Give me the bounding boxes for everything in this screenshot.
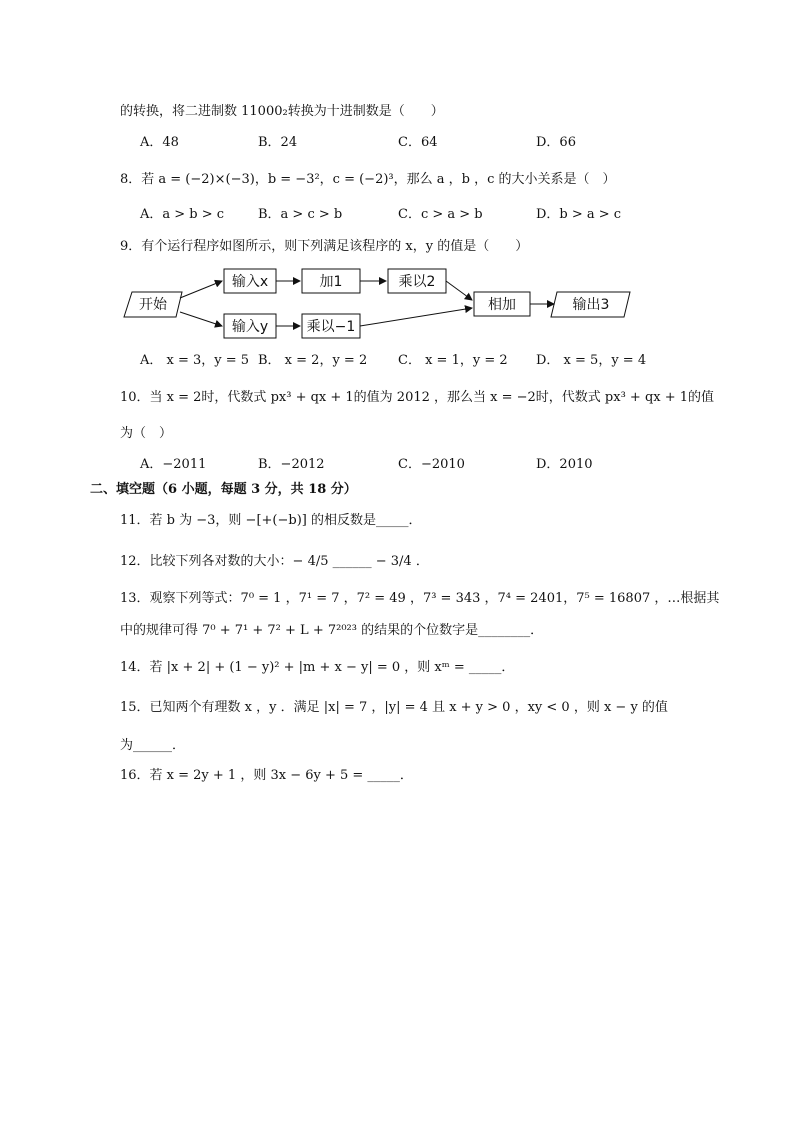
q7-options: [140, 133, 640, 153]
q8-option-c: C．c > a > b: [398, 207, 483, 222]
q10-option-b: B．−2012: [258, 457, 325, 472]
mul-neg1-label: 乘以−1: [306, 319, 356, 335]
q10-options: [140, 455, 640, 475]
arrow-start-to-input-x: [180, 281, 222, 298]
output-label: 输出3: [572, 297, 610, 313]
q8-options: [140, 205, 640, 225]
add1-label: 加1: [319, 274, 343, 290]
q15-text-line1: 15．已知两个有理数 x ，y ．满足 |x| = 7 ，|y| = 4 且 x + y > 0 ，xy < 0 ，则 x − y 的值: [120, 700, 668, 715]
q14-text: 14．若 |x + 2| + (1 − y)² + |m + x − y| = 0 ，则 xᵐ = _____．: [120, 660, 515, 675]
q16-text: 16．若 x = 2y + 1 ，则 3x − 6y + 5 = _____．: [120, 768, 413, 783]
arrow-mul-neg1-to-sum: [360, 308, 472, 326]
q10-option-c: C．−2010: [398, 457, 465, 472]
q13-text-line1: 13．观察下列等式：7⁰ = 1 ，7¹ = 7 ，7² = 49 ，7³ = 343 ，7⁴ = 2401，7⁵ = 16807 ，…根据其: [120, 591, 720, 606]
q7-option-a: A．48: [140, 135, 179, 150]
q12-text: 12．比较下列各对数的大小：− 4/5 ______ − 3/4 ．: [120, 554, 429, 569]
input-x-label: 输入x: [231, 274, 269, 290]
q7-option-c: C．64: [398, 135, 438, 150]
arrow-start-to-input-y: [180, 312, 222, 326]
start-label: 开始: [139, 297, 167, 313]
q8-option-a: A．a > b > c: [140, 207, 225, 222]
q9-option-d: D． x = 5，y = 4: [536, 353, 647, 368]
q8-option-d: D．b > a > c: [536, 207, 622, 222]
q10-option-d: D．2010: [536, 457, 593, 472]
q7-tail-text: 的转换，将二进制数 11000₂转换为十进制数是（ ）: [120, 104, 444, 119]
q11-text: 11．若 b 为 −3，则 −[+(−b)] 的相反数是_____．: [120, 513, 422, 528]
q9-option-c: C． x = 1，y = 2: [398, 353, 508, 368]
q8-text: 8．若 a = (−2)×(−3)，b = −3²，c = (−2)³，那么 a ，b ，c 的大小关系是（ ）: [120, 172, 616, 187]
arrow-mul2-to-sum: [446, 281, 472, 300]
q15-text-line2: 为______．: [120, 738, 186, 753]
mul2-label: 乘以2: [398, 274, 436, 290]
q9-option-b: B． x = 2，y = 2: [258, 353, 368, 368]
q10-text-line2: 为（ ）: [120, 426, 173, 441]
q10-text-line1: 10．当 x = 2时，代数式 px³ + qx + 1的值为 2012 ，那么当 x = −2时，代数式 px³ + qx + 1的值: [120, 390, 715, 405]
input-y-label: 输入y: [231, 319, 269, 335]
q8-option-b: B．a > c > b: [258, 207, 343, 222]
q10-option-a: A．−2011: [140, 457, 207, 472]
q7-option-b: B．24: [258, 135, 298, 150]
q7-option-d: D．66: [536, 135, 576, 150]
program-flowchart: [120, 262, 640, 342]
sum-label: 相加: [488, 297, 516, 313]
q9-text: 9．有个运行程序如图所示，则下列满足该程序的 x，y 的值是（ ）: [120, 239, 529, 254]
q9-options: [140, 351, 647, 371]
section-fill-in-heading: 二、填空题（6 小题，每题 3 分，共 18 分）: [90, 482, 357, 497]
q13-text-line2: 中的规律可得 7⁰ + 7¹ + 7² + L + 7²⁰²³ 的结果的个位数字是________．: [120, 623, 544, 638]
q9-option-a: A． x = 3，y = 5: [140, 353, 250, 368]
